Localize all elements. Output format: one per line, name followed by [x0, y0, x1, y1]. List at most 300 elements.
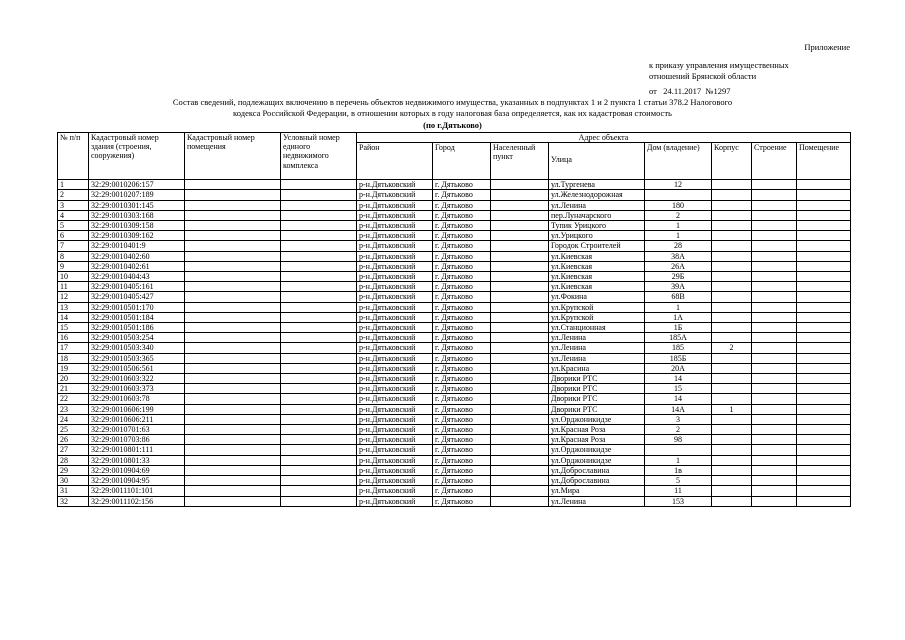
table-row	[58, 200, 851, 210]
property-table	[57, 132, 851, 507]
cell-cad-room	[185, 363, 281, 373]
cell-district: р-н.Дятьковский	[357, 363, 433, 373]
order-line-2: отношений Брянской области	[649, 71, 757, 81]
cell-num: 9	[58, 261, 89, 271]
cell-cad-building: 32:29:0010606:199	[89, 404, 185, 414]
cell-cad-room	[185, 333, 281, 343]
cell-building	[752, 190, 797, 200]
cell-korpus	[712, 272, 752, 282]
cell-num: 14	[58, 312, 89, 322]
cell-city: г. Дятьково	[433, 486, 491, 496]
cell-locality	[491, 302, 549, 312]
cell-street: ул.Киевская	[549, 282, 645, 292]
cell-num: 31	[58, 486, 89, 496]
cell-korpus	[712, 353, 752, 363]
table-row	[58, 241, 851, 251]
cell-cad-building: 32:29:0010506:561	[89, 363, 185, 373]
cell-cond-num	[281, 180, 357, 190]
cell-house: 3	[645, 414, 712, 424]
cell-street: Дворики РТС	[549, 374, 645, 384]
cell-cad-building: 32:29:0010402:60	[89, 251, 185, 261]
cell-room	[797, 251, 851, 261]
cell-city: г. Дятьково	[433, 353, 491, 363]
cell-cad-room	[185, 241, 281, 251]
cell-locality	[491, 353, 549, 363]
cell-cond-num	[281, 190, 357, 200]
table-row	[58, 414, 851, 424]
cell-cond-num	[281, 231, 357, 241]
cell-cad-building: 32:29:0010309:162	[89, 231, 185, 241]
cell-room	[797, 210, 851, 220]
cell-house: 180	[645, 200, 712, 210]
cell-city: г. Дятьково	[433, 414, 491, 424]
cell-building	[752, 435, 797, 445]
cell-house	[645, 445, 712, 455]
cell-locality	[491, 465, 549, 475]
cell-city: г. Дятьково	[433, 333, 491, 343]
header-house: Дом (владение)	[645, 143, 712, 180]
cell-locality	[491, 312, 549, 322]
cell-building	[752, 241, 797, 251]
cell-locality	[491, 476, 549, 486]
cell-cond-num	[281, 384, 357, 394]
cell-district: р-н.Дятьковский	[357, 210, 433, 220]
cell-locality	[491, 343, 549, 353]
table-row	[58, 231, 851, 241]
cell-room	[797, 363, 851, 373]
cell-cond-num	[281, 200, 357, 210]
cell-district: р-н.Дятьковский	[357, 465, 433, 475]
cell-room	[797, 486, 851, 496]
cell-district: р-н.Дятьковский	[357, 190, 433, 200]
cell-cad-room	[185, 445, 281, 455]
cell-street: ул.Киевская	[549, 261, 645, 271]
cell-building	[752, 404, 797, 414]
cell-locality	[491, 231, 549, 241]
cell-korpus	[712, 435, 752, 445]
cell-room	[797, 384, 851, 394]
cell-locality	[491, 384, 549, 394]
cell-building	[752, 414, 797, 424]
cell-korpus	[712, 302, 752, 312]
cell-num: 5	[58, 221, 89, 231]
table-row	[58, 384, 851, 394]
cell-cad-building: 32:29:0010501:184	[89, 312, 185, 322]
cell-room	[797, 241, 851, 251]
cell-num: 17	[58, 343, 89, 353]
cell-num: 29	[58, 465, 89, 475]
cell-korpus	[712, 231, 752, 241]
cell-house: 185А	[645, 333, 712, 343]
order-date: 24.11.2017	[663, 86, 702, 96]
cell-num: 28	[58, 455, 89, 465]
cell-cad-building: 32:29:0010606:211	[89, 414, 185, 424]
cell-korpus	[712, 486, 752, 496]
cell-locality	[491, 282, 549, 292]
cell-locality	[491, 323, 549, 333]
cell-cad-room	[185, 476, 281, 486]
cell-street: ул.Ленина	[549, 333, 645, 343]
table-row	[58, 323, 851, 333]
cell-num: 30	[58, 476, 89, 486]
cell-street: ул.Крупской	[549, 312, 645, 322]
cell-cad-building: 32:29:0010703:86	[89, 435, 185, 445]
cell-city: г. Дятьково	[433, 476, 491, 486]
cell-korpus	[712, 200, 752, 210]
cell-num: 10	[58, 272, 89, 282]
cell-city: г. Дятьково	[433, 180, 491, 190]
cell-cad-room	[185, 435, 281, 445]
cell-cad-room	[185, 302, 281, 312]
header-cond-num: Условный номер единого недвижимого комплекса	[281, 133, 357, 180]
cell-building	[752, 251, 797, 261]
cell-cad-room	[185, 231, 281, 241]
cell-cad-building: 32:29:0010603:322	[89, 374, 185, 384]
cell-cond-num	[281, 241, 357, 251]
cell-locality	[491, 374, 549, 384]
cell-house: 28	[645, 241, 712, 251]
table-row	[58, 292, 851, 302]
cell-cond-num	[281, 465, 357, 475]
cell-num: 20	[58, 374, 89, 384]
cell-korpus	[712, 292, 752, 302]
cell-cad-building: 32:29:0010801:111	[89, 445, 185, 455]
cell-cad-room	[185, 414, 281, 424]
cell-city: г. Дятьково	[433, 384, 491, 394]
cell-street: ул.Ленина	[549, 200, 645, 210]
cell-korpus	[712, 323, 752, 333]
cell-district: р-н.Дятьковский	[357, 272, 433, 282]
cell-cad-room	[185, 272, 281, 282]
cell-street: ул.Орджоникидзе	[549, 445, 645, 455]
cell-city: г. Дятьково	[433, 272, 491, 282]
cell-korpus	[712, 476, 752, 486]
cell-cond-num	[281, 312, 357, 322]
cell-street: ул.Орджоникидзе	[549, 414, 645, 424]
cell-house: 98	[645, 435, 712, 445]
cell-locality	[491, 333, 549, 343]
table-body	[58, 180, 851, 507]
cell-cad-room	[185, 221, 281, 231]
cell-house: 1в	[645, 465, 712, 475]
cell-cad-room	[185, 180, 281, 190]
cell-building	[752, 323, 797, 333]
table-row	[58, 272, 851, 282]
table-row	[58, 486, 851, 496]
cell-street: Тупик Урицкого	[549, 221, 645, 231]
cell-cad-room	[185, 455, 281, 465]
table-row	[58, 425, 851, 435]
cell-room	[797, 394, 851, 404]
cell-korpus	[712, 333, 752, 343]
cell-locality	[491, 210, 549, 220]
cell-room	[797, 343, 851, 353]
cell-cond-num	[281, 363, 357, 373]
cell-city: г. Дятьково	[433, 261, 491, 271]
cell-house: 5	[645, 476, 712, 486]
cell-house	[645, 190, 712, 200]
cell-cad-building: 32:29:0010904:95	[89, 476, 185, 486]
cell-street: ул.Урицкого	[549, 231, 645, 241]
header-city: Город	[433, 143, 491, 180]
cell-district: р-н.Дятьковский	[357, 231, 433, 241]
cell-locality	[491, 435, 549, 445]
cell-house: 29Б	[645, 272, 712, 282]
document-title-line-2: кодекса Российской Федерации, в отношении которых в году налоговая база определяется, как их кадастровая стоимость	[233, 108, 672, 118]
cell-city: г. Дятьково	[433, 343, 491, 353]
cell-cond-num	[281, 476, 357, 486]
cell-num: 8	[58, 251, 89, 261]
cell-district: р-н.Дятьковский	[357, 221, 433, 231]
cell-building	[752, 261, 797, 271]
cell-cond-num	[281, 333, 357, 343]
table-row	[58, 261, 851, 271]
cell-cad-building: 32:29:0010904:69	[89, 465, 185, 475]
cell-street: ул.Крупской	[549, 302, 645, 312]
cell-cad-room	[185, 465, 281, 475]
table-row	[58, 180, 851, 190]
cell-building	[752, 425, 797, 435]
cell-cond-num	[281, 210, 357, 220]
cell-house: 11	[645, 486, 712, 496]
cell-locality	[491, 221, 549, 231]
cell-cad-room	[185, 374, 281, 384]
cell-building	[752, 272, 797, 282]
cell-num: 21	[58, 384, 89, 394]
header-district: Район	[357, 143, 433, 180]
cell-num: 7	[58, 241, 89, 251]
cell-num: 27	[58, 445, 89, 455]
cell-num: 6	[58, 231, 89, 241]
cell-room	[797, 190, 851, 200]
cell-room	[797, 445, 851, 455]
cell-num: 4	[58, 210, 89, 220]
cell-district: р-н.Дятьковский	[357, 241, 433, 251]
cell-district: р-н.Дятьковский	[357, 445, 433, 455]
cell-korpus: 2	[712, 343, 752, 353]
cell-city: г. Дятьково	[433, 363, 491, 373]
cell-cad-room	[185, 292, 281, 302]
date-prefix: от	[649, 86, 657, 96]
cell-room	[797, 404, 851, 414]
cell-house: 14	[645, 394, 712, 404]
cell-house: 1	[645, 455, 712, 465]
cell-cad-room	[185, 384, 281, 394]
cell-house: 68В	[645, 292, 712, 302]
cell-street: ул.Фокина	[549, 292, 645, 302]
cell-district: р-н.Дятьковский	[357, 476, 433, 486]
cell-locality	[491, 496, 549, 506]
cell-cad-building: 32:29:0010501:170	[89, 302, 185, 312]
cell-cad-room	[185, 210, 281, 220]
cell-street: ул.Доброславина	[549, 476, 645, 486]
cell-house: 20А	[645, 363, 712, 373]
cell-cad-room	[185, 343, 281, 353]
cell-cond-num	[281, 486, 357, 496]
cell-street: Дворики РТС	[549, 384, 645, 394]
cell-locality	[491, 292, 549, 302]
cell-cad-building: 32:29:0010402:61	[89, 261, 185, 271]
table-row	[58, 333, 851, 343]
cell-cad-room	[185, 200, 281, 210]
cell-building	[752, 282, 797, 292]
cell-street: ул.Ленина	[549, 343, 645, 353]
cell-city: г. Дятьково	[433, 251, 491, 261]
appendix-label: Приложение	[804, 42, 850, 52]
cell-building	[752, 312, 797, 322]
cell-building	[752, 353, 797, 363]
cell-street: Городок Строителей	[549, 241, 645, 251]
cell-district: р-н.Дятьковский	[357, 261, 433, 271]
cell-house: 38А	[645, 251, 712, 261]
cell-locality	[491, 455, 549, 465]
cell-building	[752, 476, 797, 486]
cell-cad-building: 32:29:0010206:157	[89, 180, 185, 190]
cell-cond-num	[281, 394, 357, 404]
cell-room	[797, 312, 851, 322]
cell-room	[797, 272, 851, 282]
cell-cond-num	[281, 435, 357, 445]
cell-korpus	[712, 221, 752, 231]
cell-district: р-н.Дятьковский	[357, 251, 433, 261]
cell-cad-room	[185, 190, 281, 200]
cell-street: ул.Ленина	[549, 496, 645, 506]
cell-city: г. Дятьково	[433, 425, 491, 435]
cell-locality	[491, 486, 549, 496]
cell-city: г. Дятьково	[433, 455, 491, 465]
cell-num: 3	[58, 200, 89, 210]
cell-street: Дворики РТС	[549, 394, 645, 404]
cell-cad-room	[185, 251, 281, 261]
table-row	[58, 363, 851, 373]
cell-city: г. Дятьково	[433, 231, 491, 241]
cell-cad-building: 32:29:0010503:340	[89, 343, 185, 353]
cell-cad-room	[185, 261, 281, 271]
cell-locality	[491, 261, 549, 271]
cell-street: ул.Тургенева	[549, 180, 645, 190]
cell-korpus: 1	[712, 404, 752, 414]
cell-cond-num	[281, 353, 357, 363]
cell-korpus	[712, 282, 752, 292]
cell-building	[752, 374, 797, 384]
cell-num: 18	[58, 353, 89, 363]
cell-cond-num	[281, 404, 357, 414]
cell-korpus	[712, 363, 752, 373]
cell-district: р-н.Дятьковский	[357, 312, 433, 322]
cell-room	[797, 435, 851, 445]
cell-building	[752, 455, 797, 465]
cell-korpus	[712, 384, 752, 394]
cell-cond-num	[281, 323, 357, 333]
table-row	[58, 190, 851, 200]
cell-street: ул.Красная Роза	[549, 425, 645, 435]
cell-korpus	[712, 261, 752, 271]
cell-district: р-н.Дятьковский	[357, 404, 433, 414]
table-row	[58, 476, 851, 486]
cell-house: 1	[645, 231, 712, 241]
cell-district: р-н.Дятьковский	[357, 333, 433, 343]
cell-room	[797, 200, 851, 210]
cell-room	[797, 302, 851, 312]
cell-cond-num	[281, 221, 357, 231]
header-num: № п/п	[58, 133, 89, 180]
cell-locality	[491, 241, 549, 251]
cell-district: р-н.Дятьковский	[357, 374, 433, 384]
cell-room	[797, 231, 851, 241]
cell-district: р-н.Дятьковский	[357, 282, 433, 292]
cell-building	[752, 231, 797, 241]
document-title-line-1: Состав сведений, подлежащих включению в перечень объектов недвижимого имущества, указанных в подпунктах 1 и 2 пункта 1 статьи 378.2 Налогового	[172, 97, 733, 107]
header-korpus: Корпус	[712, 143, 752, 180]
cell-cad-room	[185, 496, 281, 506]
cell-building	[752, 200, 797, 210]
cell-house: 39А	[645, 282, 712, 292]
cell-cad-building: 32:29:0010503:365	[89, 353, 185, 363]
cell-korpus	[712, 394, 752, 404]
cell-district: р-н.Дятьковский	[357, 394, 433, 404]
cell-cond-num	[281, 455, 357, 465]
cell-cad-building: 32:29:0010301:145	[89, 200, 185, 210]
cell-building	[752, 384, 797, 394]
cell-korpus	[712, 312, 752, 322]
table-row	[58, 251, 851, 261]
cell-cad-building: 32:29:0010207:189	[89, 190, 185, 200]
cell-korpus	[712, 374, 752, 384]
cell-korpus	[712, 190, 752, 200]
cell-cad-building: 32:29:0010303:168	[89, 210, 185, 220]
table-row	[58, 435, 851, 445]
header-street: Улица	[549, 143, 645, 180]
header-building: Строение	[752, 143, 797, 180]
cell-room	[797, 353, 851, 363]
header-locality: Населенный пункт	[491, 143, 549, 180]
cell-num: 11	[58, 282, 89, 292]
cell-cad-room	[185, 425, 281, 435]
table-row	[58, 210, 851, 220]
header-room: Помещение	[797, 143, 851, 180]
cell-locality	[491, 425, 549, 435]
cell-district: р-н.Дятьковский	[357, 323, 433, 333]
cell-num: 25	[58, 425, 89, 435]
cell-building	[752, 302, 797, 312]
cell-building	[752, 465, 797, 475]
cell-street: ул.Орджоникидзе	[549, 455, 645, 465]
cell-house: 15	[645, 384, 712, 394]
cell-cad-building: 32:29:0010404:43	[89, 272, 185, 282]
cell-street: ул.Железнодорожная	[549, 190, 645, 200]
table-row	[58, 394, 851, 404]
cell-locality	[491, 445, 549, 455]
cell-cad-building: 32:29:0010501:186	[89, 323, 185, 333]
cell-num: 1	[58, 180, 89, 190]
cell-district: р-н.Дятьковский	[357, 435, 433, 445]
cell-street: ул.Киевская	[549, 251, 645, 261]
cell-korpus	[712, 241, 752, 251]
cell-city: г. Дятьково	[433, 302, 491, 312]
cell-house: 153	[645, 496, 712, 506]
cell-cond-num	[281, 272, 357, 282]
cell-num: 22	[58, 394, 89, 404]
cell-city: г. Дятьково	[433, 210, 491, 220]
cell-district: р-н.Дятьковский	[357, 180, 433, 190]
cell-num: 26	[58, 435, 89, 445]
document-subtitle: (по г.Дятьково)	[423, 120, 482, 130]
cell-room	[797, 180, 851, 190]
table-row	[58, 455, 851, 465]
cell-room	[797, 476, 851, 486]
cell-city: г. Дятьково	[433, 435, 491, 445]
cell-city: г. Дятьково	[433, 496, 491, 506]
